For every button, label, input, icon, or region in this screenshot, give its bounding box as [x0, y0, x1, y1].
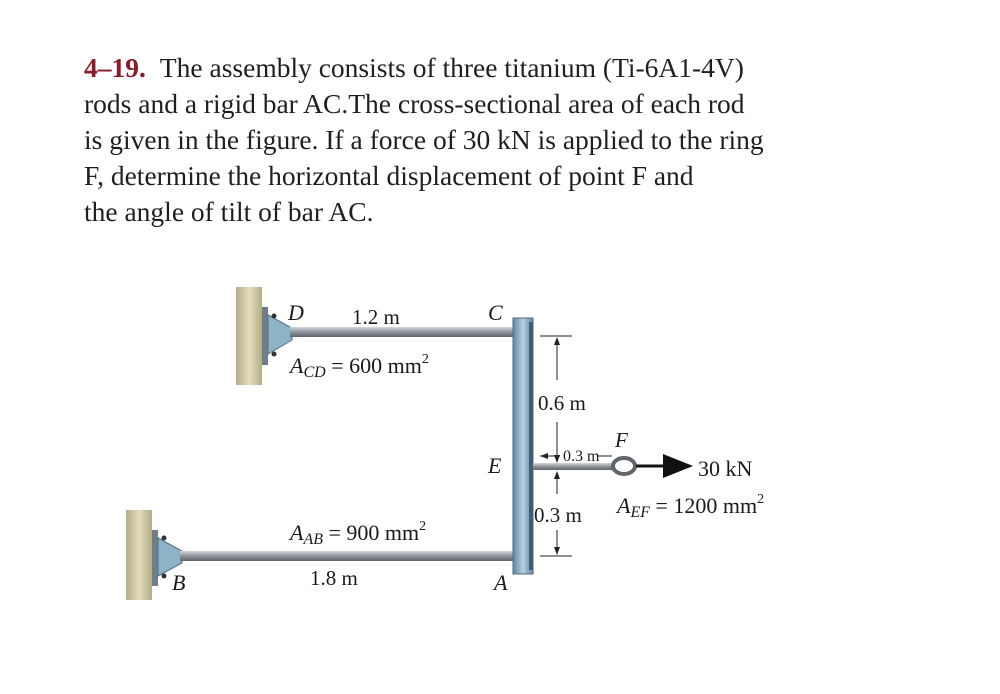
wall-d — [236, 287, 262, 385]
problem-number: 4–19. — [84, 52, 146, 83]
wall-b — [126, 510, 152, 600]
bolt-d1 — [272, 314, 277, 319]
label-area-ab: AAB = 900 $mm^2$ — [290, 519, 427, 548]
label-area-cd: ACD = 600 $mm^2$ — [290, 352, 429, 381]
label-dim-lower: 0.3 m — [534, 503, 582, 527]
label-d: D — [288, 300, 304, 325]
rigid-bar-edge — [529, 322, 533, 570]
label-length-cd: 1.2 m — [352, 305, 400, 329]
problem-line-2: rods and a rigid bar AC.The cross-sectional area of each rod — [84, 88, 745, 119]
rod-cd — [290, 327, 520, 337]
label-e: E — [488, 453, 502, 478]
bolt-d2 — [272, 352, 277, 357]
label-dim-ef: 0.3 m — [563, 448, 600, 465]
label-dim-upper: 0.6 m — [538, 391, 586, 415]
wall-support-d — [236, 287, 292, 385]
label-length-ab: 1.8 m — [310, 566, 358, 590]
problem-text-1: The assembly consists of three titanium (Ti-6A1-4V) — [159, 52, 744, 83]
bolt-b1 — [162, 536, 167, 541]
problem-line-3: is given in the figure. If a force of 30 kN is applied to the ring — [84, 124, 764, 155]
problem-line-5: the angle of tilt of bar AC. — [84, 196, 374, 227]
label-force: 30 kN — [698, 456, 753, 481]
bolt-b2 — [162, 574, 167, 579]
bracket-plate-b — [152, 530, 158, 586]
label-b: B — [172, 570, 186, 595]
rod-ab — [180, 551, 520, 561]
problem-line-4: F, determine the horizontal displacement of point F and — [84, 160, 694, 191]
ring-f — [613, 458, 635, 474]
bracket-plate-d — [262, 307, 268, 365]
label-f: F — [615, 428, 628, 452]
label-a: A — [494, 570, 508, 595]
label-c: C — [488, 300, 503, 325]
label-area-ef: AEF = 1200 $mm^2$ — [617, 492, 765, 521]
